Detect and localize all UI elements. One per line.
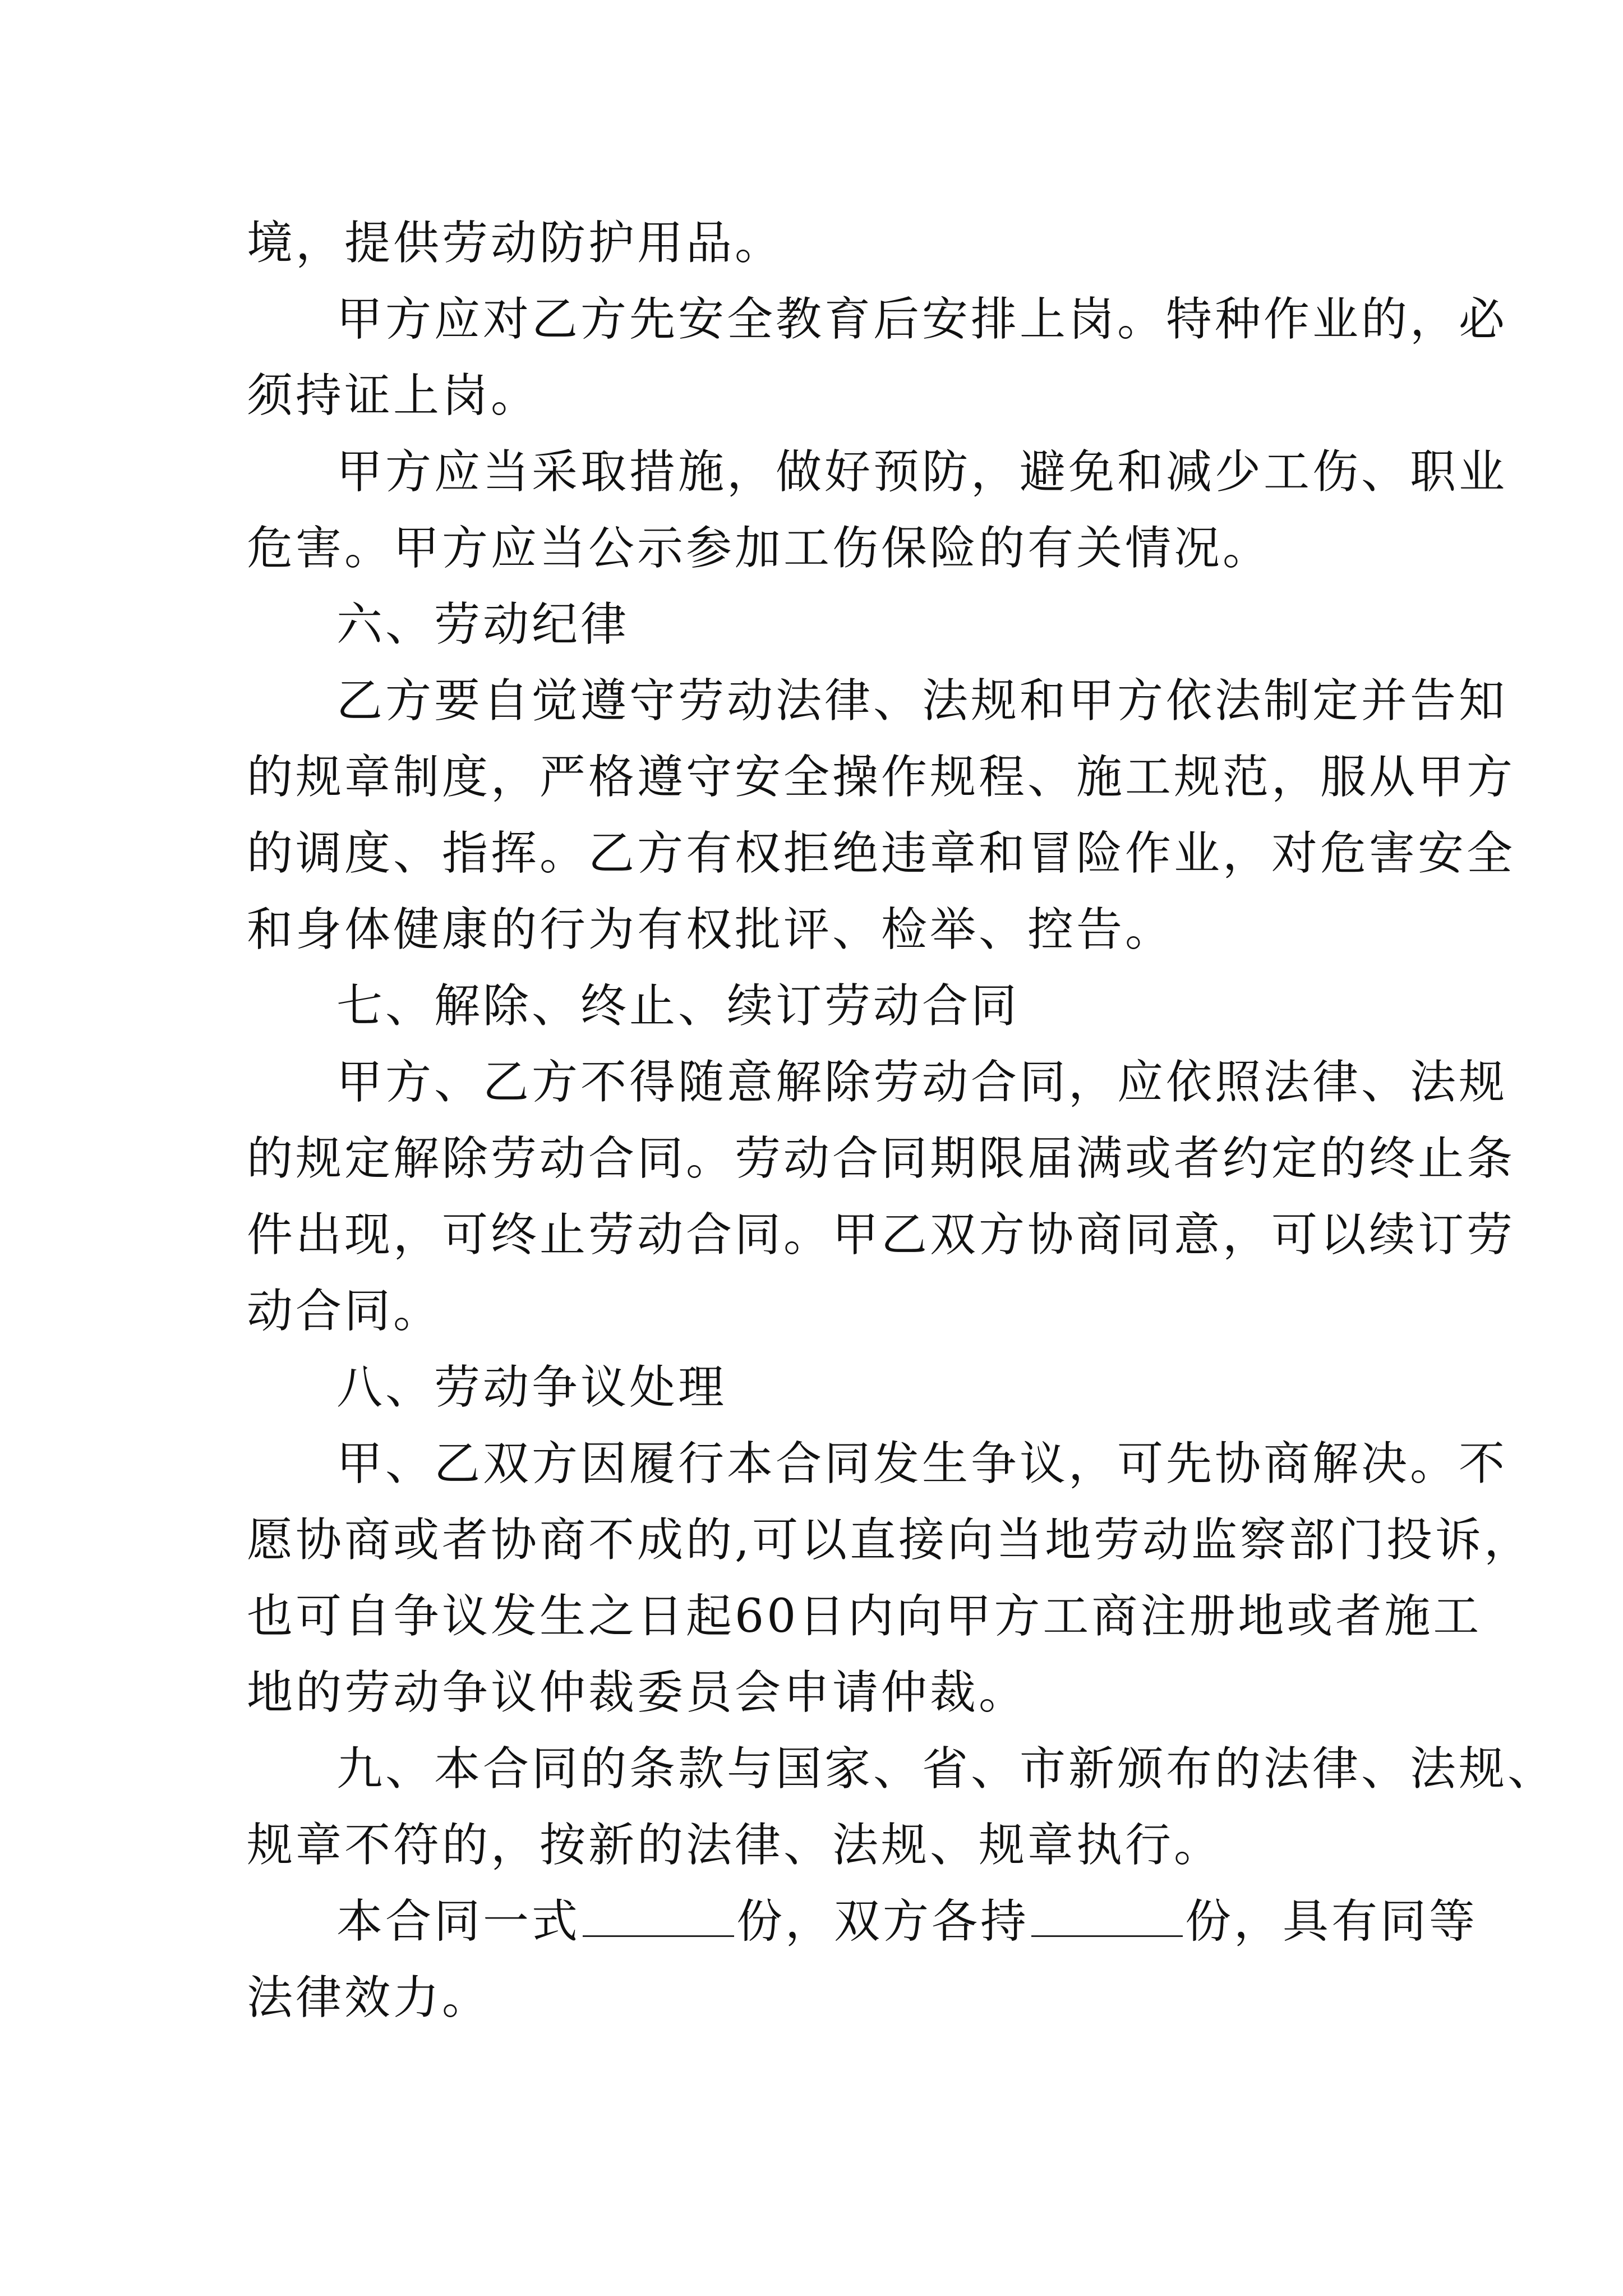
copies-line	[336, 1894, 1478, 1950]
text-line: 境，提供劳动防护用品。	[247, 217, 784, 270]
text-line: 的规定解除劳动合同。劳动合同期限届满或者约定的终止条	[247, 1132, 1516, 1185]
text-line: 甲方应当采取措施，做好预防，避免和减少工伤、职业	[336, 445, 1508, 499]
text-line: 甲方、乙方不得随意解除劳动合同，应依照法律、法规	[336, 1056, 1508, 1109]
text-line: 和身体健康的行为有权批评、检举、控告。	[247, 903, 1174, 956]
text-line: 动合同。	[247, 1285, 442, 1338]
text-line: 的调度、指挥。乙方有权拒绝违章和冒险作业，对危害安全	[247, 827, 1516, 880]
text-line: 危害。甲方应当公示参加工伤保险的有关情况。	[247, 522, 1272, 575]
text-line: 法律效力。	[247, 1971, 491, 2024]
section-heading: 六、劳动纪律	[336, 598, 630, 651]
section-heading: 七、解除、终止、续订劳动合同	[336, 979, 1020, 1033]
copies-text-3: 份，具有同等	[1185, 1895, 1478, 1948]
blank-field	[583, 1896, 734, 1937]
text-line: 甲、乙双方因履行本合同发生争议，可先协商解决。不	[336, 1437, 1508, 1490]
text-line: 规章不符的，按新的法律、法规、规章执行。	[247, 1819, 1223, 1872]
section-heading: 八、劳动争议处理	[336, 1361, 727, 1414]
copies-text-1: 本合同一式	[336, 1895, 581, 1948]
text-line: 乙方要自觉遵守劳动法律、法规和甲方依法制定并告知	[336, 674, 1508, 728]
copies-text-2: 份，双方各持	[736, 1895, 1030, 1948]
text-line: 须持证上岗。	[247, 369, 540, 422]
text-line: 愿协商或者协商不成的,可以直接向当地劳动监察部门投诉，	[247, 1513, 1533, 1567]
text-line: 的规章制度，严格遵守安全操作规程、施工规范，服从甲方	[247, 751, 1516, 804]
text-line: 九、本合同的条款与国家、省、市新颁布的法律、法规、	[336, 1742, 1557, 1796]
text-line: 也可自争议发生之日起60日内向甲方工商注册地或者施工	[247, 1590, 1482, 1643]
text-line: 甲方应对乙方先安全教育后安排上岗。特种作业的，必	[336, 293, 1508, 346]
text-line: 地的劳动争议仲裁委员会申请仲裁。	[247, 1666, 1028, 1719]
text-line: 件出现，可终止劳动合同。甲乙双方协商同意，可以续订劳	[247, 1208, 1516, 1262]
blank-field	[1031, 1896, 1183, 1937]
